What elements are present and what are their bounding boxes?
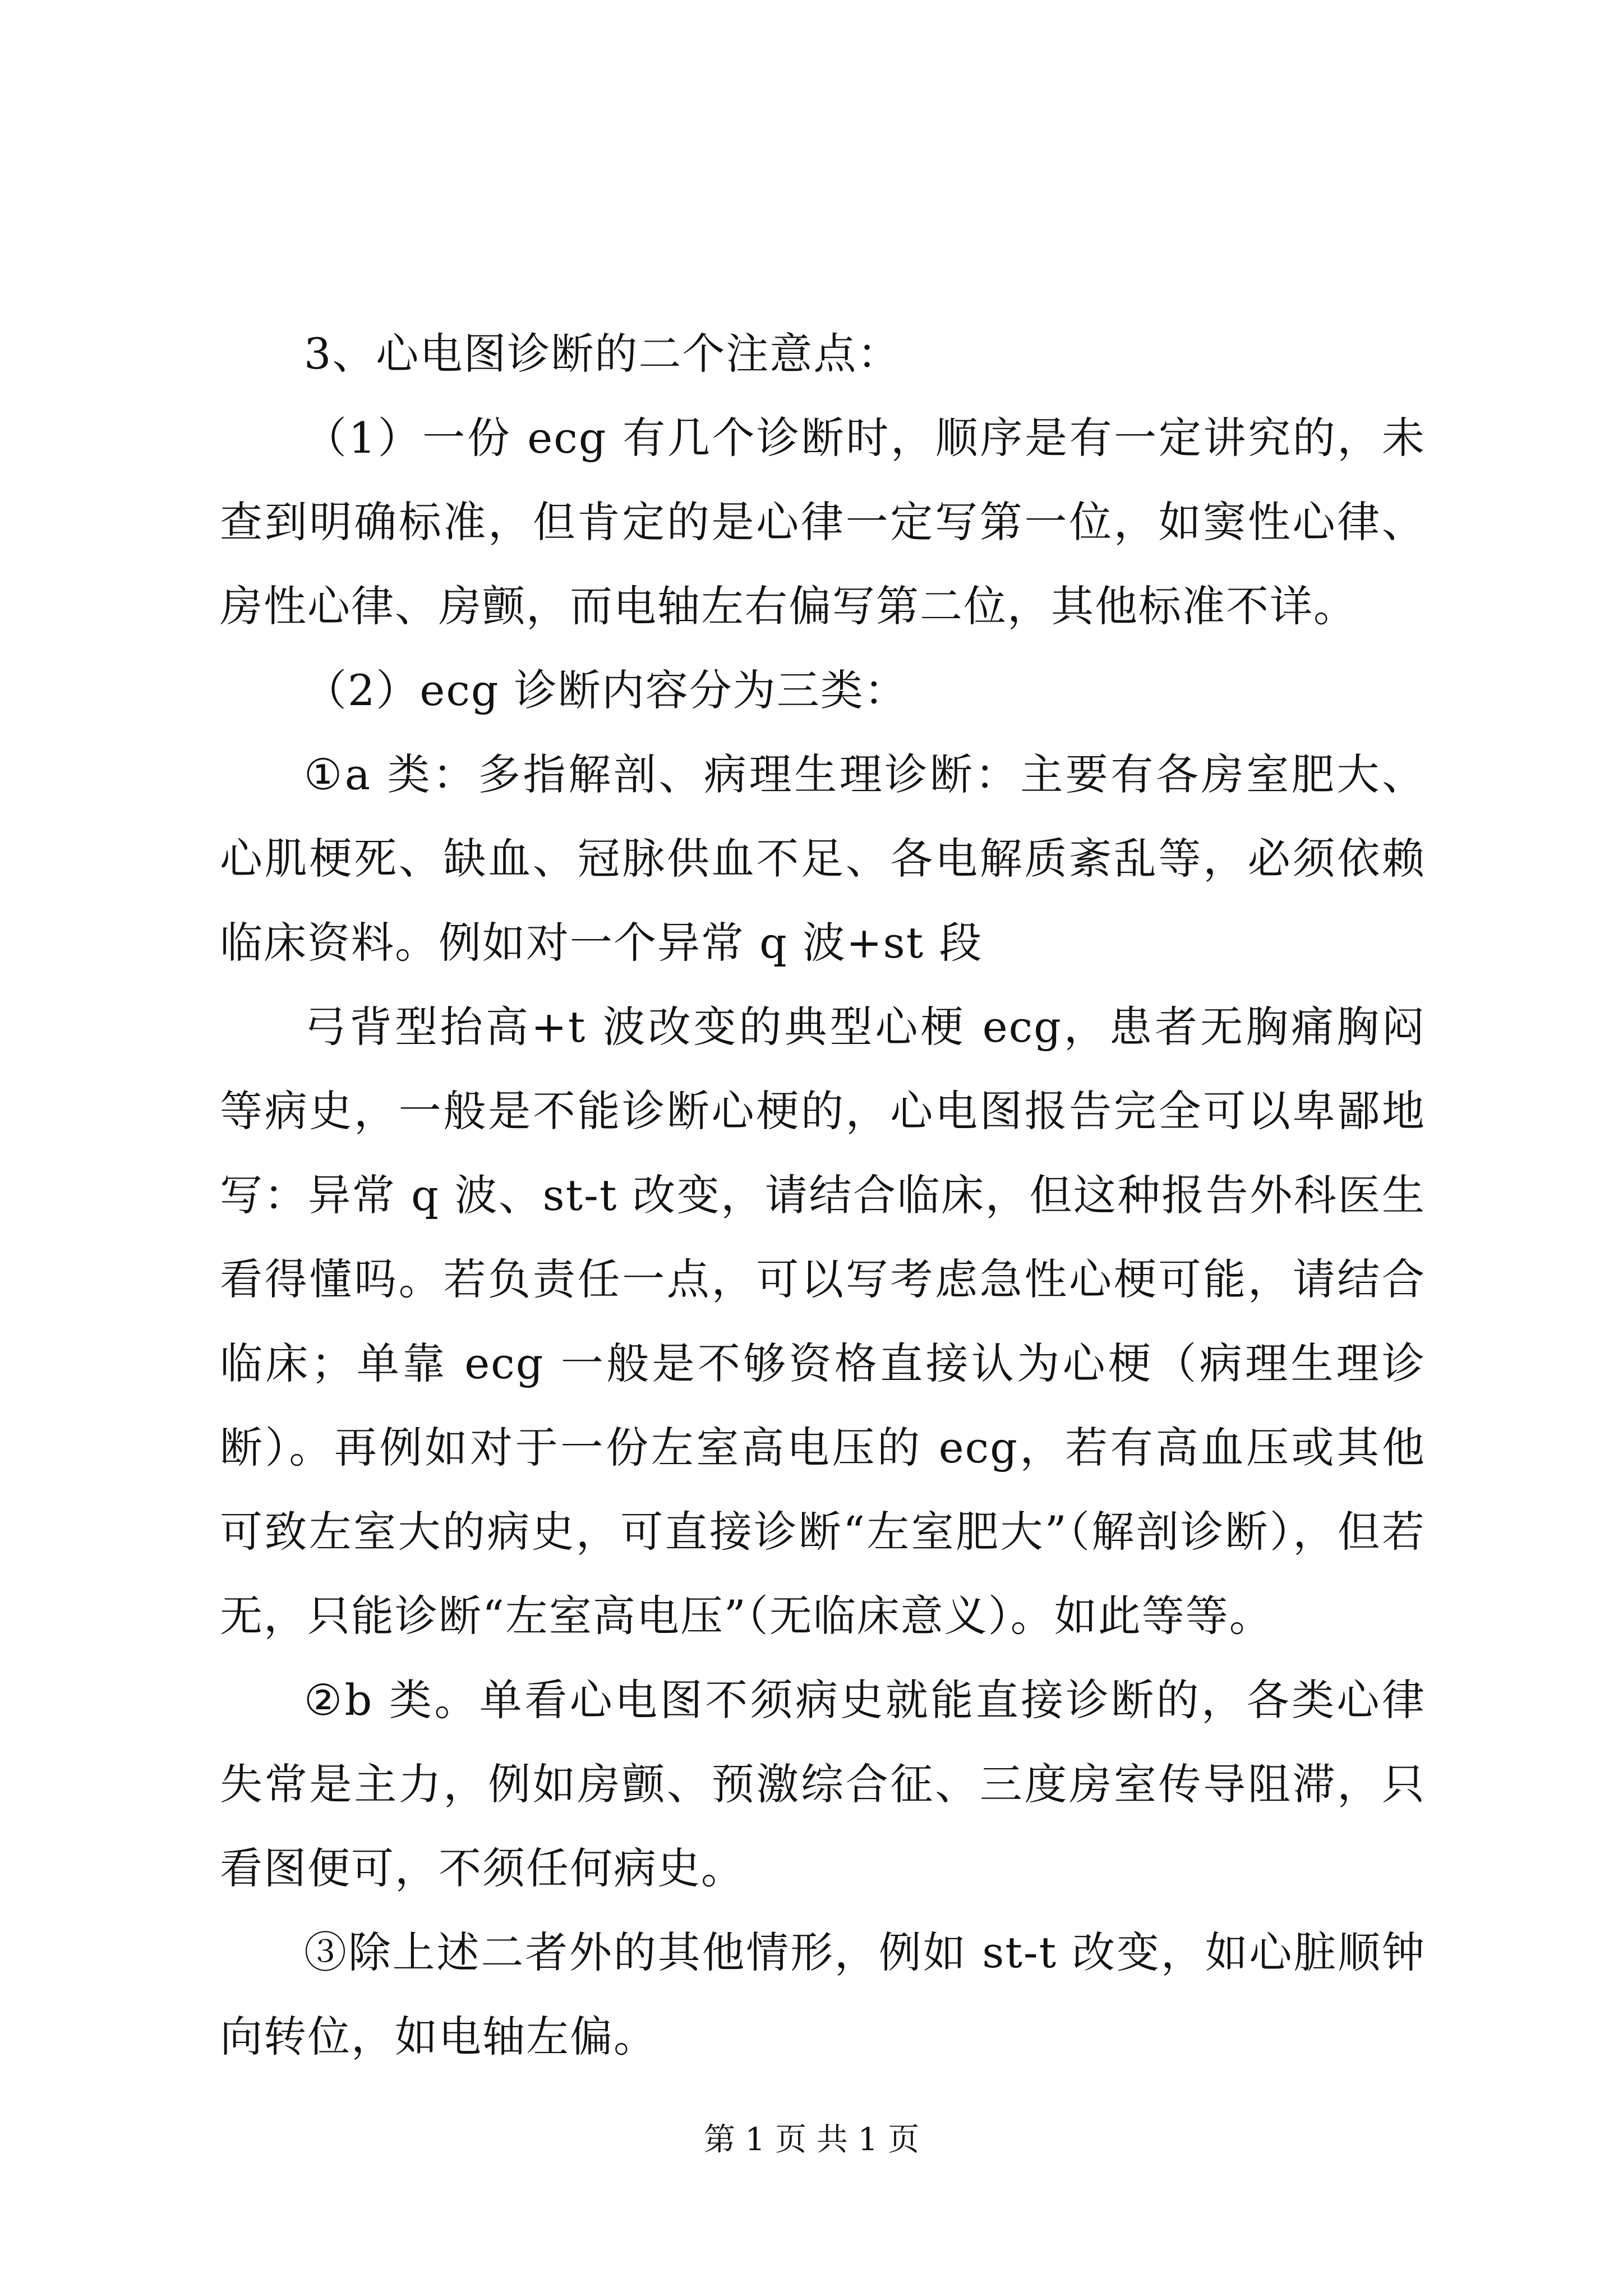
paragraph-1: （1）一份 ecg 有几个诊断时，顺序是有一定讲究的，未查到明确标准，但肯定的是心律一定写第一位，如窦性心律、房性心律、房颤，而电轴左右偏写第二位，其他标准不详。 — [220, 413, 1426, 631]
heading-paragraph: 3、心电图诊断的二个注意点： — [304, 329, 901, 379]
paragraph-6: ③除上述二者外的其他情形，例如 st-t 改变，如心脏顺钟向转位，如电轴左偏。 — [220, 1927, 1426, 2062]
paragraph-5: ②b 类。单看心电图不须病史就能直接诊断的，各类心律失常是主力，例如房颤、预激综合征、三度房室传导阻滞，只看图便可，不须任何病史。 — [220, 1675, 1426, 1893]
document-body — [220, 312, 1426, 2079]
page-footer: 第 1 页 共 1 页 — [703, 2122, 920, 2158]
paragraph-3: ①a 类：多指解剖、病理生理诊断：主要有各房室肥大、心肌梗死、缺血、冠脉供血不足、各电解质紊乱等，必须依赖临床资料。例如对一个异常 q 波+st 段 — [220, 749, 1426, 968]
paragraph-2: （2）ecg 诊断内容分为三类： — [304, 665, 908, 715]
paragraph-4: 弓背型抬高+t 波改变的典型心梗 ecg，患者无胸痛胸闷等病史，一般是不能诊断心梗的，心电图报告完全可以卑鄙地写：异常 q 波、st-t 改变，请结合临床，但这种报告外科医生看得懂吗。若负责任一点，可以写考虑急性心梗可能，请结合临床；单靠 ecg 一般是不够资格直接认为心梗（病理生理诊断）。再例如对于一份左室高电压的 ecg，若有高血压或其他可致左室大的病史，可直接诊断“左室肥大”（解剖诊断），但若无，只能诊断“左室高电压”（无临床意义）。如此等等。 — [220, 1002, 1426, 1641]
